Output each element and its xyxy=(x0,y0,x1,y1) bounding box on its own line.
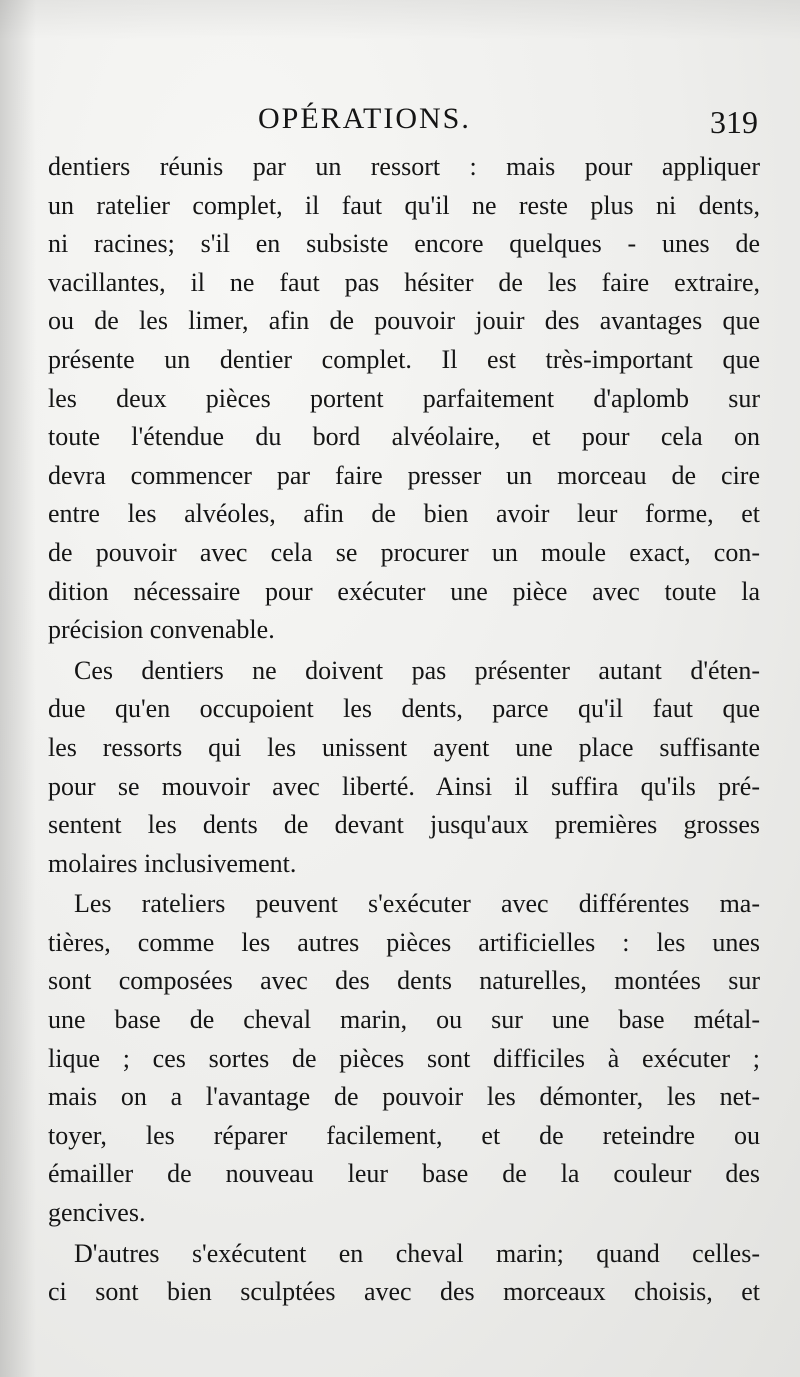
text-line: précision convenable. xyxy=(48,615,275,645)
text-line: ni racines; s'il en subsiste encore quelques - unes de xyxy=(48,229,760,259)
text-line: D'autres s'exécutent en cheval marin; quand celles- xyxy=(74,1238,760,1268)
text-line: molaires inclusivement. xyxy=(48,848,297,878)
text-line: due qu'en occupoient les dents, parce qu'il faut que xyxy=(48,694,760,724)
text-line: les deux pièces portent parfaitement d'aplomb sur xyxy=(48,383,760,413)
text-line: devra commencer par faire presser un morceau de cire xyxy=(48,460,760,490)
page-top-shadow xyxy=(0,0,800,40)
page-edge-shadow xyxy=(0,0,36,1377)
text-line: une base de cheval marin, ou sur une base métal- xyxy=(48,1005,760,1035)
text-line: pour se mouvoir avec liberté. Ainsi il suffira qu'ils pré- xyxy=(48,771,760,801)
text-line: toyer, les réparer facilement, et de reteindre ou xyxy=(48,1120,760,1150)
text-line: ou de les limer, afin de pouvoir jouir des avantages que xyxy=(48,306,760,336)
text-line: gencives. xyxy=(48,1198,146,1228)
text-line: les ressorts qui les unissent ayent une place suffisante xyxy=(48,732,760,762)
body-text xyxy=(48,148,760,1312)
text-line: ci sont bien sculptées avec des morceaux choisis, et xyxy=(48,1277,760,1307)
text-line: de pouvoir avec cela se procurer un moule exact, con- xyxy=(48,537,760,567)
text-line: entre les alvéoles, afin de bien avoir leur forme, et xyxy=(48,499,760,529)
text-line: émailler de nouveau leur base de la couleur des xyxy=(48,1159,760,1189)
running-title: OPÉRATIONS. xyxy=(258,102,471,135)
text-line: toute l'étendue du bord alvéolaire, et pour cela on xyxy=(48,422,760,452)
text-line: sentent les dents de devant jusqu'aux premières grosses xyxy=(48,810,760,840)
text-line: dentiers réunis par un ressort : mais pour appliquer xyxy=(48,152,760,181)
text-line: lique ; ces sortes de pièces sont difficiles à exécuter ; xyxy=(48,1043,760,1073)
page-header xyxy=(48,100,764,146)
text-line: un ratelier complet, il faut qu'il ne reste plus ni dents, xyxy=(48,190,760,220)
text-line: vacillantes, il ne faut pas hésiter de les faire extraire, xyxy=(48,267,760,297)
text-line: Les rateliers peuvent s'exécuter avec différentes ma- xyxy=(74,889,760,919)
text-line: tières, comme les autres pièces artificielles : les unes xyxy=(48,927,760,957)
text-line: présente un dentier complet. Il est très-important que xyxy=(48,344,760,374)
text-line: sont composées avec des dents naturelles, montées sur xyxy=(48,966,760,996)
text-line: Ces dentiers ne doivent pas présenter autant d'éten- xyxy=(74,655,760,685)
text-line: dition nécessaire pour exécuter une pièce avec toute la xyxy=(48,576,760,606)
page-number: 319 xyxy=(710,104,758,140)
text-line: mais on a l'avantage de pouvoir les démonter, les net- xyxy=(48,1082,760,1112)
